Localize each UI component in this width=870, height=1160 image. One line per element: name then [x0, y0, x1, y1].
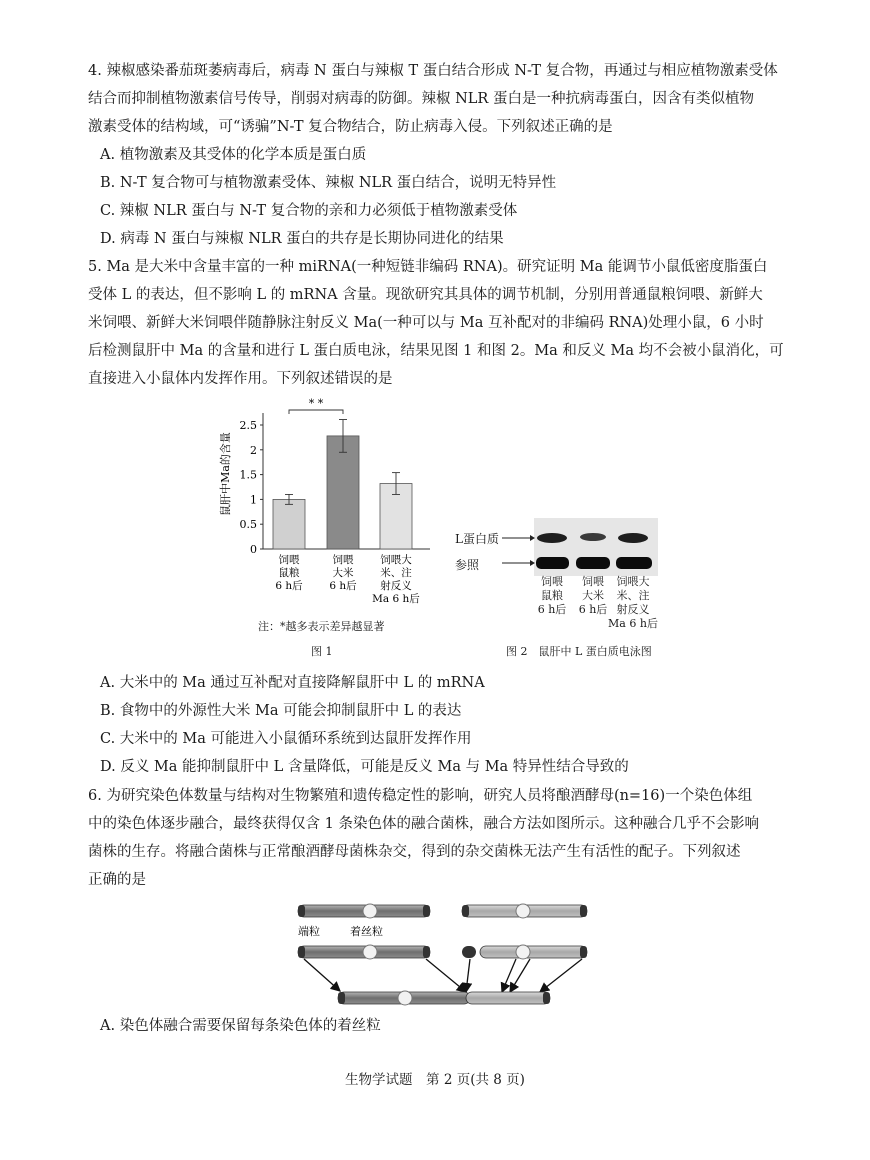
x-tick-label-1-1: 饲喂 [278, 554, 300, 566]
x-tick-label-3-1: 饲喂大 [380, 554, 412, 566]
gel-label-l-protein: L蛋白质 [455, 532, 499, 546]
q6-line-1: 6. 为研究染色体数量与结构对生物繁殖和遗传稳定性的影响，研究人员将酿酒酵母(n=16)一个染色体组 [88, 788, 753, 804]
q6-line-4: 正确的是 [88, 872, 146, 888]
q4-option-a: A. 植物激素及其受体的化学本质是蛋白质 [100, 147, 367, 163]
x-tick-label-2-2: 大米 [332, 567, 354, 579]
gel-lane-label-line: 鼠粮 [541, 589, 563, 602]
y-tick-label-3: 1.5 [239, 468, 257, 482]
y-axis-label: 鼠肝中Ma的含量 [219, 432, 232, 516]
q5-option-c: C. 大米中的 Ma 可能进入小鼠循环系统到达鼠肝发挥作用 [100, 731, 472, 747]
q4-line-3: 激素受体的结构域，可“诱骗”N-T 复合物结合，防止病毒入侵。下列叙述正确的是 [88, 119, 613, 135]
y-tick-label-5: 2.5 [239, 419, 257, 432]
bar-2 [327, 436, 359, 549]
q5-line-4: 后检测鼠肝中 Ma 的含量和进行 L 蛋白质电泳，结果见图 1 和图 2。Ma 和反义 Ma 均不会被小鼠消化，可 [88, 343, 784, 359]
y-tick-label-4: 2 [250, 443, 257, 457]
chromosome-dark-1 [298, 904, 430, 918]
q5-option-d: D. 反义 Ma 能抑制鼠肝中 L 含量降低，可能是反义 Ma 与 Ma 特异性结合导致的 [100, 759, 629, 775]
q5-option-b: B. 食物中的外源性大米 Ma 可能会抑制鼠肝中 L 的表达 [100, 703, 462, 719]
q5-line-1: 5. Ma 是大米中含量丰富的一种 miRNA(一种短链非编码 RNA)。研究证明 Ma 能调节小鼠低密度脂蛋白 [88, 259, 768, 275]
gel-lane-label-line: 饲喂大 [616, 575, 650, 588]
gel-band-ref-lane1 [536, 557, 569, 569]
y-tick-label-0: 0 [250, 543, 257, 556]
figure1-caption: 图 1 [311, 645, 333, 658]
figure1-note: 注：*越多表示差异越显著 [258, 620, 385, 633]
significance-mark: * * [308, 397, 324, 410]
gel-lane-label-line: 大米 [582, 589, 604, 602]
gel-lane-label-line: 饲喂 [541, 575, 563, 588]
gel-lane-label-line: Ma 6 h后 [608, 617, 658, 630]
chromosome-fusion-diagram [290, 895, 600, 1010]
q6-line-2: 中的染色体逐步融合，最终获得仅含 1 条染色体的融合菌株，融合方法如图所示。这种融合几乎不会影响 [88, 816, 759, 832]
q4-line-2: 结合而抑制植物激素信号传导，削弱对病毒的防御。辣椒 NLR 蛋白是一种抗病毒蛋白，因含有类似植物 [88, 91, 754, 107]
x-tick-label-3-3: 射反义 [380, 580, 412, 592]
fusion-arrows [304, 959, 582, 992]
gel-lane-label-line: 射反义 [616, 603, 650, 616]
y-tick-label-2: 1 [250, 493, 257, 507]
chromosome-light-1 [462, 904, 587, 918]
gel-band-l-lane1 [537, 533, 567, 543]
centromere-label: 着丝粒 [350, 925, 383, 938]
page-footer: 生物学试题 第 2 页(共 8 页) [345, 1072, 525, 1088]
x-tick-label-1-3: 6 h后 [275, 580, 303, 592]
gel-image [500, 518, 665, 576]
fused-chromosome [338, 991, 550, 1005]
telomere-label: 端粒 [298, 925, 320, 938]
gel-band-l-lane3 [618, 533, 648, 543]
q4-option-c: C. 辣椒 NLR 蛋白与 N-T 复合物的亲和力必须低于植物激素受体 [100, 203, 518, 219]
gel-lane-label-line: 米、注 [616, 589, 650, 602]
significance-bracket [289, 410, 343, 414]
q6-option-a: A. 染色体融合需要保留每条染色体的着丝粒 [100, 1018, 381, 1034]
x-tick-label-2-1: 饲喂 [332, 554, 354, 566]
q5-line-2: 受体 L 的表达，但不影响 L 的 mRNA 含量。现欲研究其具体的调节机制，分别用普通鼠粮饲喂、新鲜大 [88, 287, 763, 303]
gel-lane-label-line: 6 h后 [537, 603, 567, 616]
q4-option-b: B. N-T 复合物可与植物激素受体、辣椒 NLR 蛋白结合，说明无特异性 [100, 175, 557, 191]
x-tick-label-2-3: 6 h后 [329, 580, 357, 592]
gel-label-reference: 参照 [455, 558, 480, 572]
bar-1 [273, 499, 305, 549]
x-tick-label-3-4: Ma 6 h后 [372, 593, 420, 605]
chromosome-light-2 [462, 945, 587, 959]
gel-band-ref-lane2 [576, 557, 610, 569]
q5-option-a: A. 大米中的 Ma 通过互补配对直接降解鼠肝中 L 的 mRNA [100, 675, 485, 691]
x-tick-label-1-2: 鼠粮 [278, 567, 300, 579]
gel-band-ref-lane3 [616, 557, 652, 569]
chromosome-dark-2 [298, 945, 430, 959]
gel-band-l-lane2 [580, 533, 606, 541]
y-tick-label-1: 0.5 [239, 518, 257, 532]
q4-line-1: 4. 辣椒感染番茄斑萎病毒后，病毒 N 蛋白与辣椒 T 蛋白结合形成 N-T 复合物，再通过与相应植物激素受体 [88, 63, 778, 79]
gel-lane-label-3 [607, 575, 659, 631]
gel-lane-label-line: 6 h后 [578, 603, 608, 616]
figure1-bar-chart [215, 392, 440, 632]
q5-line-5: 直接进入小鼠体内发挥作用。下列叙述错误的是 [88, 371, 393, 387]
q5-line-3: 米饲喂、新鲜大米饲喂伴随静脉注射反义 Ma(一种可以与 Ma 互补配对的非编码 RNA)处理小鼠，6 小时 [88, 315, 764, 331]
q6-line-3: 菌株的生存。将融合菌株与正常酿酒酵母菌株杂交，得到的杂交菌株无法产生有活性的配子。下列叙述 [88, 844, 741, 860]
chart-bars [273, 420, 420, 605]
figure2-caption: 图 2 鼠肝中 L 蛋白质电泳图 [506, 645, 652, 658]
x-tick-label-3-2: 米、注 [380, 567, 412, 579]
q4-option-d: D. 病毒 N 蛋白与辣椒 NLR 蛋白的共存是长期协同进化的结果 [100, 231, 504, 247]
gel-lane-label-line: 饲喂 [582, 575, 604, 588]
